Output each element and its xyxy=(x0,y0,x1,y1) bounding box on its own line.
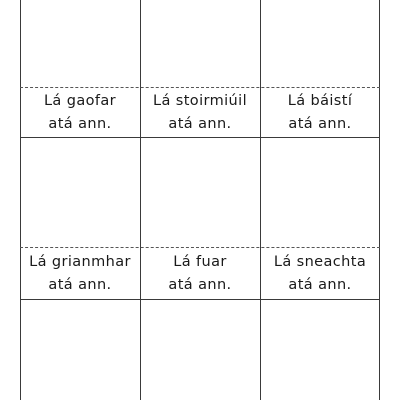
card-label-line1: Lá gaofar xyxy=(43,92,117,109)
card-label-line1: Lá grianmhar xyxy=(29,253,131,270)
grid-line-left xyxy=(20,0,21,400)
card-label-line2: atá ann. xyxy=(48,115,112,132)
card-label-line1: Lá báistí xyxy=(287,92,353,109)
cut-line-top xyxy=(20,137,380,138)
grid-line-col-1 xyxy=(140,0,141,400)
weather-card-cold xyxy=(140,248,260,299)
card-label-line2: atá ann. xyxy=(48,276,112,293)
card-label-line2: atá ann. xyxy=(168,276,232,293)
card-label-line2: atá ann. xyxy=(288,115,352,132)
grid-line-right xyxy=(379,0,380,400)
card-sheet xyxy=(20,0,380,400)
weather-card-snowy xyxy=(260,248,380,299)
weather-card-sunny xyxy=(20,248,140,299)
weather-card-windy xyxy=(20,88,140,137)
cut-line-bottom xyxy=(20,299,380,300)
card-label-line1: Lá fuar xyxy=(173,253,227,270)
weather-card-rainy xyxy=(260,88,380,137)
card-label-line2: atá ann. xyxy=(288,276,352,293)
card-label-line1: Lá sneachta xyxy=(273,253,367,270)
weather-card-stormy xyxy=(140,88,260,137)
card-label-line1: Lá stoirmiúil xyxy=(152,92,248,109)
card-label-line2: atá ann. xyxy=(168,115,232,132)
grid-line-col-2 xyxy=(260,0,261,400)
